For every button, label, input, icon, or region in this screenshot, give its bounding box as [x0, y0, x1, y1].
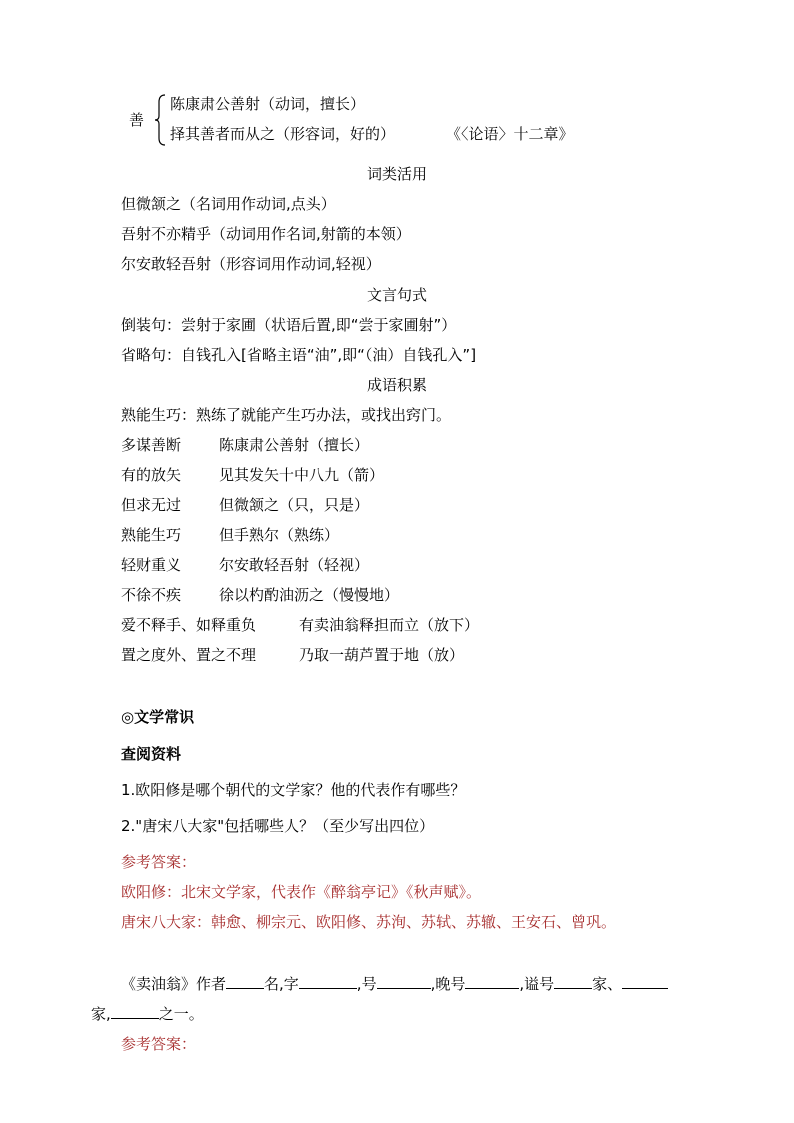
question-2: 2."唐宋八大家"包括哪些人？（至少写出四位） — [121, 817, 435, 835]
chengyu-idiom: 置之度外、置之不理 — [121, 646, 257, 664]
cilei-line-2: 吾射不亦精乎（动词用作名词,射箭的本领） — [121, 225, 411, 243]
chengyu-example: 但微颔之（只，只是） — [219, 496, 370, 514]
chengyu-intro: 熟能生巧：熟练了就能产生巧办法，或找出窍门。 — [121, 406, 452, 424]
fill-text: 《卖油翁》作者 — [121, 975, 227, 993]
shan-usage-1: 陈康肃公善射（动词，擅长） — [170, 95, 366, 113]
answer-2: 唐宋八大家：韩愈、柳宗元、欧阳修、苏洵、苏轼、苏辙、王安石、曾巩。 — [121, 913, 617, 931]
shan-character: 善 — [129, 111, 145, 129]
fill-text: 家, — [91, 1005, 111, 1023]
cilei-line-3: 尔安敢轻吾射（形容词用作动词,轻视） — [121, 255, 381, 273]
blank-field[interactable] — [377, 974, 431, 989]
chengyu-idiom: 熟能生巧 — [121, 526, 182, 544]
literature-subheading: 查阅资料 — [121, 745, 182, 763]
blank-field[interactable] — [554, 974, 592, 989]
fill-text: ,晚号 — [430, 975, 466, 993]
chengyu-idiom: 爱不释手、如释重负 — [121, 616, 257, 634]
section-title-cilei: 词类活用 — [366, 165, 427, 183]
fill-answer-label: 参考答案： — [121, 1035, 197, 1053]
chengyu-idiom: 但求无过 — [121, 496, 182, 514]
blank-field[interactable] — [299, 974, 357, 989]
answer-label: 参考答案： — [121, 853, 197, 871]
shan-source: 《〈论语〉十二章》 — [446, 125, 574, 143]
fill-text: ,谥号 — [519, 975, 555, 993]
jushi-line-1: 倒装句：尝射于家圃（状语后置,即“尝于家圃射”） — [121, 316, 457, 334]
blank-field[interactable] — [622, 974, 668, 989]
section-title-jushi: 文言句式 — [366, 286, 427, 304]
fill-text: 家、 — [592, 975, 623, 993]
blank-field[interactable] — [465, 974, 519, 989]
chengyu-example: 有卖油翁释担而立（放下） — [299, 616, 480, 634]
chengyu-idiom: 有的放矢 — [121, 466, 182, 484]
chengyu-example: 陈康肃公善射（擅长） — [219, 436, 370, 454]
fill-text: ,号 — [356, 975, 377, 993]
blank-field[interactable] — [226, 974, 264, 989]
chengyu-example: 徐以杓酌油沥之（慢慢地） — [219, 586, 400, 604]
blank-field[interactable] — [111, 1004, 159, 1019]
brace-icon — [154, 94, 166, 146]
chengyu-idiom: 轻财重义 — [121, 556, 182, 574]
literature-heading: ◎文学常识 — [121, 708, 195, 726]
shan-usage-2: 择其善者而从之（形容词，好的） — [170, 125, 396, 143]
question-1: 1.欧阳修是哪个朝代的文学家？他的代表作有哪些？ — [121, 781, 466, 799]
fill-blank-line-1 — [121, 974, 668, 994]
chengyu-idiom: 不徐不疾 — [121, 586, 182, 604]
chengyu-example: 尔安敢轻吾射（轻视） — [219, 556, 370, 574]
chengyu-idiom: 多谋善断 — [121, 436, 182, 454]
answer-1: 欧阳修：北宋文学家，代表作《醉翁亭记》《秋声赋》。 — [121, 883, 482, 901]
jushi-line-2: 省略句：自钱孔入[省略主语“油”,即“（油）自钱孔入”] — [121, 346, 477, 364]
chengyu-example: 但手熟尔（熟练） — [219, 526, 340, 544]
cilei-line-1: 但微颔之（名词用作动词,点头） — [121, 195, 336, 213]
fill-blank-line-2 — [91, 1004, 204, 1024]
chengyu-example: 乃取一葫芦置于地（放） — [299, 646, 465, 664]
chengyu-example: 见其发矢十中八九（箭） — [219, 466, 385, 484]
section-title-chengyu: 成语积累 — [366, 376, 427, 394]
fill-text: 之一。 — [158, 1005, 204, 1023]
fill-text: 名,字 — [264, 975, 299, 993]
